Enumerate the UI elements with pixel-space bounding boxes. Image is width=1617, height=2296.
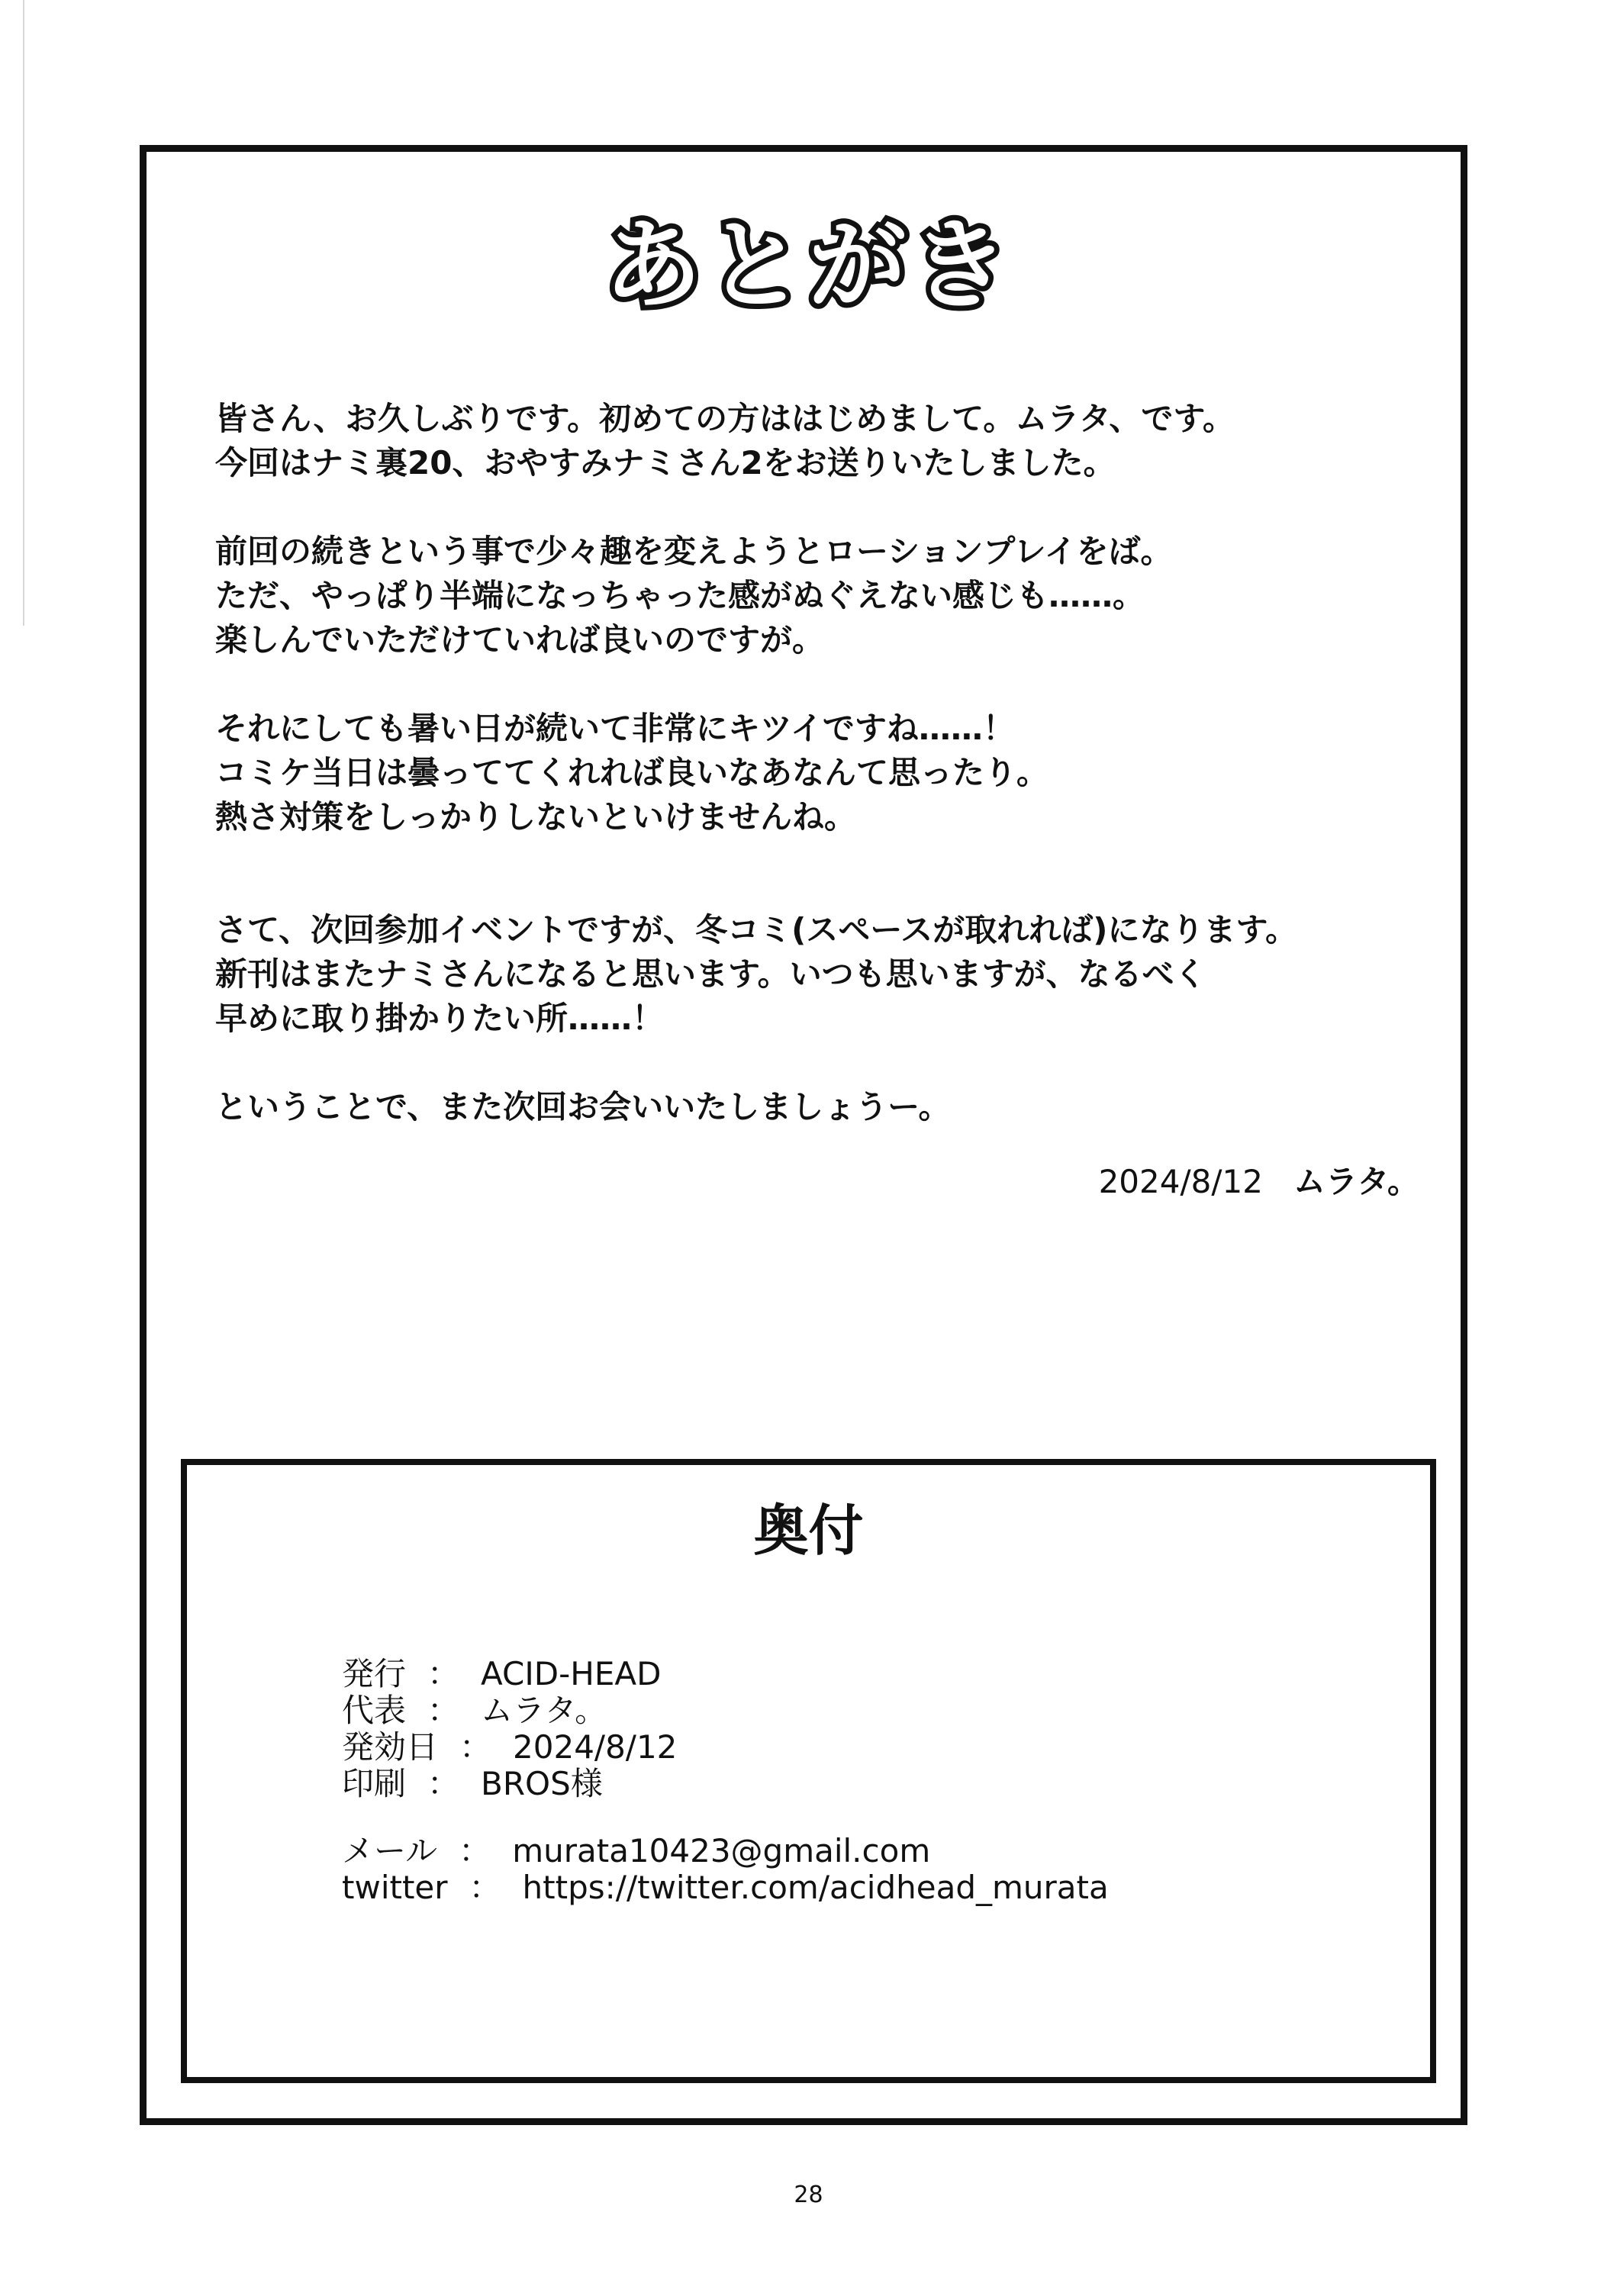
page-number: 28: [794, 2182, 823, 2208]
letter-line: 皆さん、お久しぶりです。初めての方ははじめまして。ムラタ、です。: [215, 400, 1235, 437]
signature-name: ムラタ。: [1293, 1163, 1419, 1200]
colophon-label: 発行: [342, 1655, 407, 1692]
colophon-value: ムラタ。: [481, 1692, 607, 1729]
letter-paragraph: [215, 908, 1451, 1041]
letter-line: 楽しんでいただけていれば良いのですが。: [215, 621, 825, 659]
colophon-value: 2024/8/12: [513, 1728, 678, 1766]
email-address: murata10423@gmail.com: [512, 1832, 931, 1869]
colophon-separator: ：: [427, 1655, 460, 1692]
twitter-url: https://twitter.com/acidhead_murata: [522, 1869, 1109, 1906]
letter-signature: [992, 1160, 1419, 1204]
letter-line: 新刊はまたナミさんになると思います。いつも思いますが、なるべく: [215, 955, 1206, 993]
colophon-row-printer: [342, 1766, 1109, 1802]
letter-line: 今回はナミ裏20、おやすみナミさん2をお送りいたしました。: [215, 444, 1116, 481]
letter-paragraph: [215, 530, 1451, 662]
letter-line: 熱さ対策をしっかりしないといけませんね。: [215, 798, 857, 836]
afterword-title: あとがき: [604, 209, 1013, 323]
colophon-separator: ：: [459, 1832, 491, 1869]
colophon-row-issue-date: [342, 1729, 1109, 1766]
colophon-label: 発効日: [342, 1728, 439, 1766]
colophon-label: 印刷: [342, 1765, 407, 1802]
colophon-value: BROS様: [481, 1765, 603, 1802]
colophon-separator: ：: [427, 1692, 460, 1729]
letter-line: 早めに取り掛かりたい所……！: [215, 1000, 665, 1037]
signature-date: 2024/8/12: [1098, 1163, 1263, 1200]
colophon-row-twitter: [342, 1869, 1109, 1906]
colophon-separator: ：: [459, 1728, 492, 1766]
afterword-letter: [215, 397, 1451, 1174]
colophon-label: 代表: [342, 1692, 407, 1729]
colophon-label: twitter: [342, 1869, 448, 1906]
colophon-row-email: [342, 1833, 1109, 1869]
letter-paragraph: [215, 707, 1451, 839]
letter-line: 前回の続きという事で少々趣を変えようとローションプレイをば。: [215, 533, 1173, 570]
letter-line: ということで、また次回お会いいたしましょうー。: [215, 1088, 951, 1125]
colophon-title: 奥付: [753, 1499, 864, 1563]
colophon-spacer: [342, 1802, 1109, 1833]
colophon-row-representative: [342, 1692, 1109, 1729]
letter-line: コミケ当日は曇っててくれれば良いなあなんて思ったり。: [215, 754, 1049, 791]
colophon-label: メール: [342, 1832, 438, 1869]
letter-paragraph: [215, 397, 1451, 485]
colophon-separator: ：: [427, 1765, 460, 1802]
colophon-row-publisher: [342, 1656, 1109, 1692]
letter-line: それにしても暑い日が続いて非常にキツイですね……！: [215, 710, 1015, 747]
letter-paragraph: [215, 1085, 1451, 1129]
letter-line: ただ、やっぱり半端になっちゃった感がぬぐえない感じも……。: [215, 577, 1145, 614]
colophon-info: [342, 1656, 1109, 1906]
letter-line: さて、次回参加イベントですが、冬コミ(スペースが取れれば)になります。: [215, 911, 1298, 948]
colophon-separator: ：: [469, 1869, 501, 1906]
colophon-value: ACID-HEAD: [481, 1655, 662, 1692]
